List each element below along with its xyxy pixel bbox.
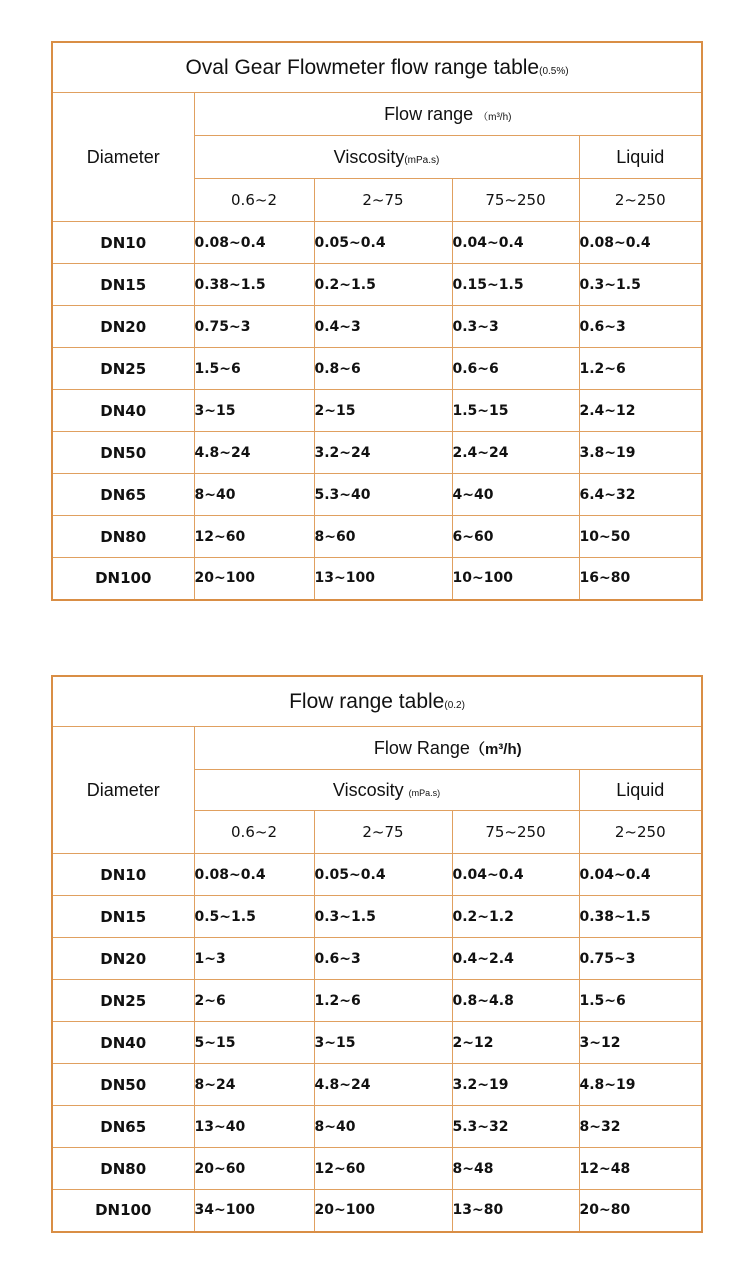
value-cell: 0.08~0.4 [579,222,702,264]
value-cell: 8~40 [194,474,314,516]
value-cell: 0.2~1.5 [314,264,452,306]
value-cell: 10~100 [452,558,579,600]
value-cell: 4.8~24 [314,1064,452,1106]
table-title: Oval Gear Flowmeter flow range table(0.5%) [52,42,702,93]
table-row [52,474,702,516]
value-cell: 1.5~6 [579,980,702,1022]
table-row [52,264,702,306]
range-header: 2~75 [314,811,452,854]
value-cell: 4~40 [452,474,579,516]
value-cell: 0.6~3 [314,938,452,980]
value-cell: 3.2~24 [314,432,452,474]
value-cell: 0.75~3 [579,938,702,980]
diameter-cell: DN25 [52,348,194,390]
value-cell: 2~6 [194,980,314,1022]
value-cell: 5~15 [194,1022,314,1064]
value-cell: 8~48 [452,1148,579,1190]
value-cell: 2.4~12 [579,390,702,432]
value-cell: 0.3~1.5 [314,896,452,938]
value-cell: 0.3~1.5 [579,264,702,306]
value-cell: 12~48 [579,1148,702,1190]
value-cell: 10~50 [579,516,702,558]
value-cell: 2~15 [314,390,452,432]
range-header: 0.6~2 [194,811,314,854]
value-cell: 12~60 [194,516,314,558]
diameter-cell: DN40 [52,1022,194,1064]
value-cell: 3~12 [579,1022,702,1064]
value-cell: 0.04~0.4 [452,854,579,896]
value-cell: 0.8~6 [314,348,452,390]
range-header: 75~250 [452,811,579,854]
value-cell: 5.3~40 [314,474,452,516]
value-cell: 0.3~3 [452,306,579,348]
viscosity-header: Viscosity(mPa.s) [194,136,579,179]
table-row [52,938,702,980]
value-cell: 0.5~1.5 [194,896,314,938]
value-cell: 0.38~1.5 [194,264,314,306]
value-cell: 12~60 [314,1148,452,1190]
value-cell: 20~100 [194,558,314,600]
value-cell: 1.5~15 [452,390,579,432]
range-header: 75~250 [452,179,579,222]
table-row [52,1022,702,1064]
value-cell: 8~60 [314,516,452,558]
table-row [52,1064,702,1106]
viscosity-header: Viscosity (mPa.s) [194,770,579,811]
table-row [52,222,702,264]
value-cell: 0.8~4.8 [452,980,579,1022]
value-cell: 3.8~19 [579,432,702,474]
value-cell: 1~3 [194,938,314,980]
diameter-cell: DN80 [52,1148,194,1190]
diameter-cell: DN65 [52,1106,194,1148]
range-header: 2~250 [579,179,702,222]
table-row [52,306,702,348]
flow-range-header: Flow range （m³/h) [194,93,702,136]
liquid-header: Liquid [579,770,702,811]
value-cell: 8~24 [194,1064,314,1106]
value-cell: 6.4~32 [579,474,702,516]
diameter-cell: DN100 [52,558,194,600]
diameter-header: Diameter [52,93,194,222]
diameter-cell: DN20 [52,938,194,980]
value-cell: 5.3~32 [452,1106,579,1148]
table-row [52,516,702,558]
table-row [52,1148,702,1190]
diameter-cell: DN15 [52,264,194,306]
diameter-cell: DN50 [52,432,194,474]
value-cell: 1.2~6 [314,980,452,1022]
value-cell: 16~80 [579,558,702,600]
diameter-cell: DN10 [52,854,194,896]
flow-range-header: Flow Range（m³/h) [194,727,702,770]
value-cell: 6~60 [452,516,579,558]
value-cell: 0.15~1.5 [452,264,579,306]
value-cell: 8~32 [579,1106,702,1148]
table-row [52,1190,702,1232]
table-row [52,558,702,600]
table-row [52,348,702,390]
value-cell: 0.2~1.2 [452,896,579,938]
value-cell: 0.08~0.4 [194,222,314,264]
value-cell: 13~80 [452,1190,579,1232]
value-cell: 13~100 [314,558,452,600]
value-cell: 0.38~1.5 [579,896,702,938]
value-cell: 0.4~2.4 [452,938,579,980]
table-row [52,854,702,896]
diameter-cell: DN15 [52,896,194,938]
diameter-cell: DN40 [52,390,194,432]
diameter-cell: DN80 [52,516,194,558]
flow-range-table-0.2 [51,675,703,1233]
value-cell: 3~15 [194,390,314,432]
table-title: Flow range table(0.2) [52,676,702,727]
value-cell: 0.75~3 [194,306,314,348]
value-cell: 0.04~0.4 [579,854,702,896]
table-row [52,1106,702,1148]
diameter-header: Diameter [52,727,194,854]
value-cell: 4.8~19 [579,1064,702,1106]
flow-range-table-0.5 [51,41,703,601]
liquid-header: Liquid [579,136,702,179]
diameter-cell: DN65 [52,474,194,516]
value-cell: 4.8~24 [194,432,314,474]
value-cell: 1.5~6 [194,348,314,390]
table-row [52,980,702,1022]
value-cell: 2.4~24 [452,432,579,474]
value-cell: 34~100 [194,1190,314,1232]
value-cell: 0.05~0.4 [314,854,452,896]
range-header: 2~250 [579,811,702,854]
value-cell: 20~60 [194,1148,314,1190]
value-cell: 0.08~0.4 [194,854,314,896]
range-header: 0.6~2 [194,179,314,222]
value-cell: 0.05~0.4 [314,222,452,264]
range-header: 2~75 [314,179,452,222]
value-cell: 0.04~0.4 [452,222,579,264]
value-cell: 2~12 [452,1022,579,1064]
diameter-cell: DN50 [52,1064,194,1106]
diameter-cell: DN100 [52,1190,194,1232]
value-cell: 3.2~19 [452,1064,579,1106]
value-cell: 0.6~6 [452,348,579,390]
table-row [52,896,702,938]
value-cell: 20~100 [314,1190,452,1232]
table-row [52,390,702,432]
value-cell: 20~80 [579,1190,702,1232]
value-cell: 0.4~3 [314,306,452,348]
value-cell: 3~15 [314,1022,452,1064]
diameter-cell: DN10 [52,222,194,264]
diameter-cell: DN25 [52,980,194,1022]
value-cell: 13~40 [194,1106,314,1148]
value-cell: 8~40 [314,1106,452,1148]
table-row [52,432,702,474]
value-cell: 1.2~6 [579,348,702,390]
diameter-cell: DN20 [52,306,194,348]
value-cell: 0.6~3 [579,306,702,348]
